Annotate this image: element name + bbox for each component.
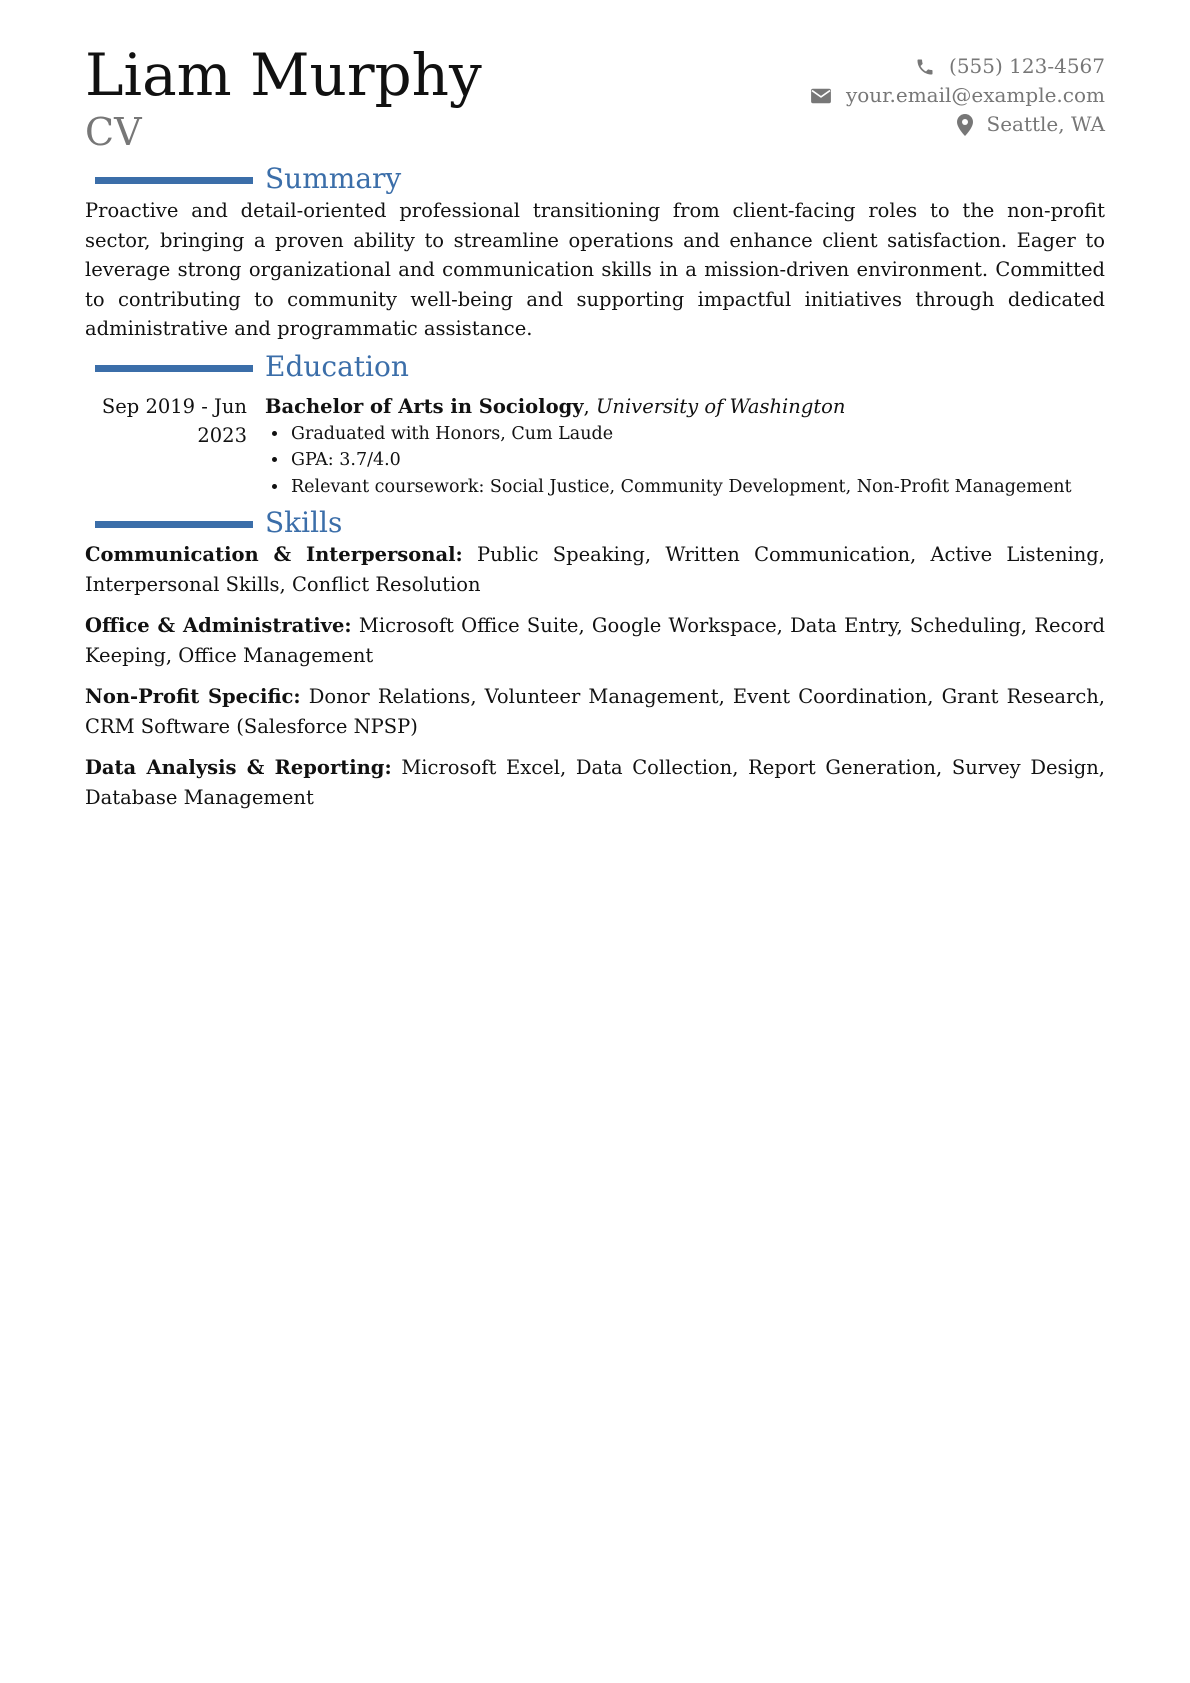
education-title [265,392,1105,421]
summary-section-header [85,162,1105,196]
section-accent-bar [95,521,253,528]
skill-item [85,540,1105,599]
list-item: • Graduated with Honors, Cum Laude [289,421,1105,448]
map-marker-icon [957,114,973,136]
education-heading: Education [265,349,409,383]
skill-category: Non-Profit Specific: [85,685,301,708]
list-item: • Relevant coursework: Social Justice, Community Development, Non-Profit Management [289,474,1105,501]
skill-item [85,682,1105,741]
list-item: • GPA: 3.7/4.0 [289,447,1105,474]
contact-email [810,81,1105,110]
skill-category: Data Analysis & Reporting: [85,756,392,779]
education-entry [85,392,1105,501]
skill-category: Communication & Interpersonal: [85,543,463,566]
email-address[interactable]: your.email@example.com [845,83,1105,107]
envelope-icon [810,87,832,105]
education-section-header [85,350,1105,384]
contact-info [810,52,1105,139]
skill-values: Donor Relations, Volunteer Management, Event Coordination, Grant Research, CRM Software (Salesforce NPSP) [85,685,1106,738]
skill-values: Microsoft Excel, Data Collection, Report Generation, Survey Design, Database Management [85,756,1106,809]
candidate-name: Liam Murphy [85,41,482,109]
cv-header [85,40,1105,160]
degree-name: Bachelor of Arts in Sociology [265,394,584,418]
contact-location [810,110,1105,139]
summary-text: Proactive and detail-oriented professional transitioning from client-facing roles to the non-profit sector, bringing a proven ability to streamline operations and enhance client satisfaction. Eager to leverage strong organizational and communication skills in a mission-driven environment. Committed to contributing to community well-being and supporting impactful initiatives through dedicated administrative and programmatic assistance. [85,199,1105,340]
phone-icon [915,57,935,77]
skill-values: Public Speaking, Written Communication, Active Listening, Interpersonal Skills, Conflict Resolution [85,543,1105,596]
skill-category: Office & Administrative: [85,614,352,637]
skills-section-header [85,506,1105,540]
summary-heading: Summary [265,162,402,195]
location-text: Seattle, WA [986,112,1105,136]
education-bullets [265,421,1105,501]
skills-heading: Skills [265,506,343,539]
section-accent-bar [95,365,253,372]
contact-phone [810,52,1105,81]
degree-separator: , [583,394,596,418]
section-accent-bar [95,177,253,184]
document-subtitle: CV [85,110,142,154]
cv-page [85,40,1105,824]
skill-values: Microsoft Office Suite, Google Workspace, Data Entry, Scheduling, Record Keeping, Office Management [85,614,1106,667]
skill-item [85,753,1105,812]
school-name: University of Washington [595,394,846,418]
skill-item [85,611,1105,670]
education-date: Sep 2019 - Jun 2023 [101,394,247,447]
education-details [265,392,1105,501]
phone-number[interactable]: (555) 123-4567 [949,54,1105,78]
